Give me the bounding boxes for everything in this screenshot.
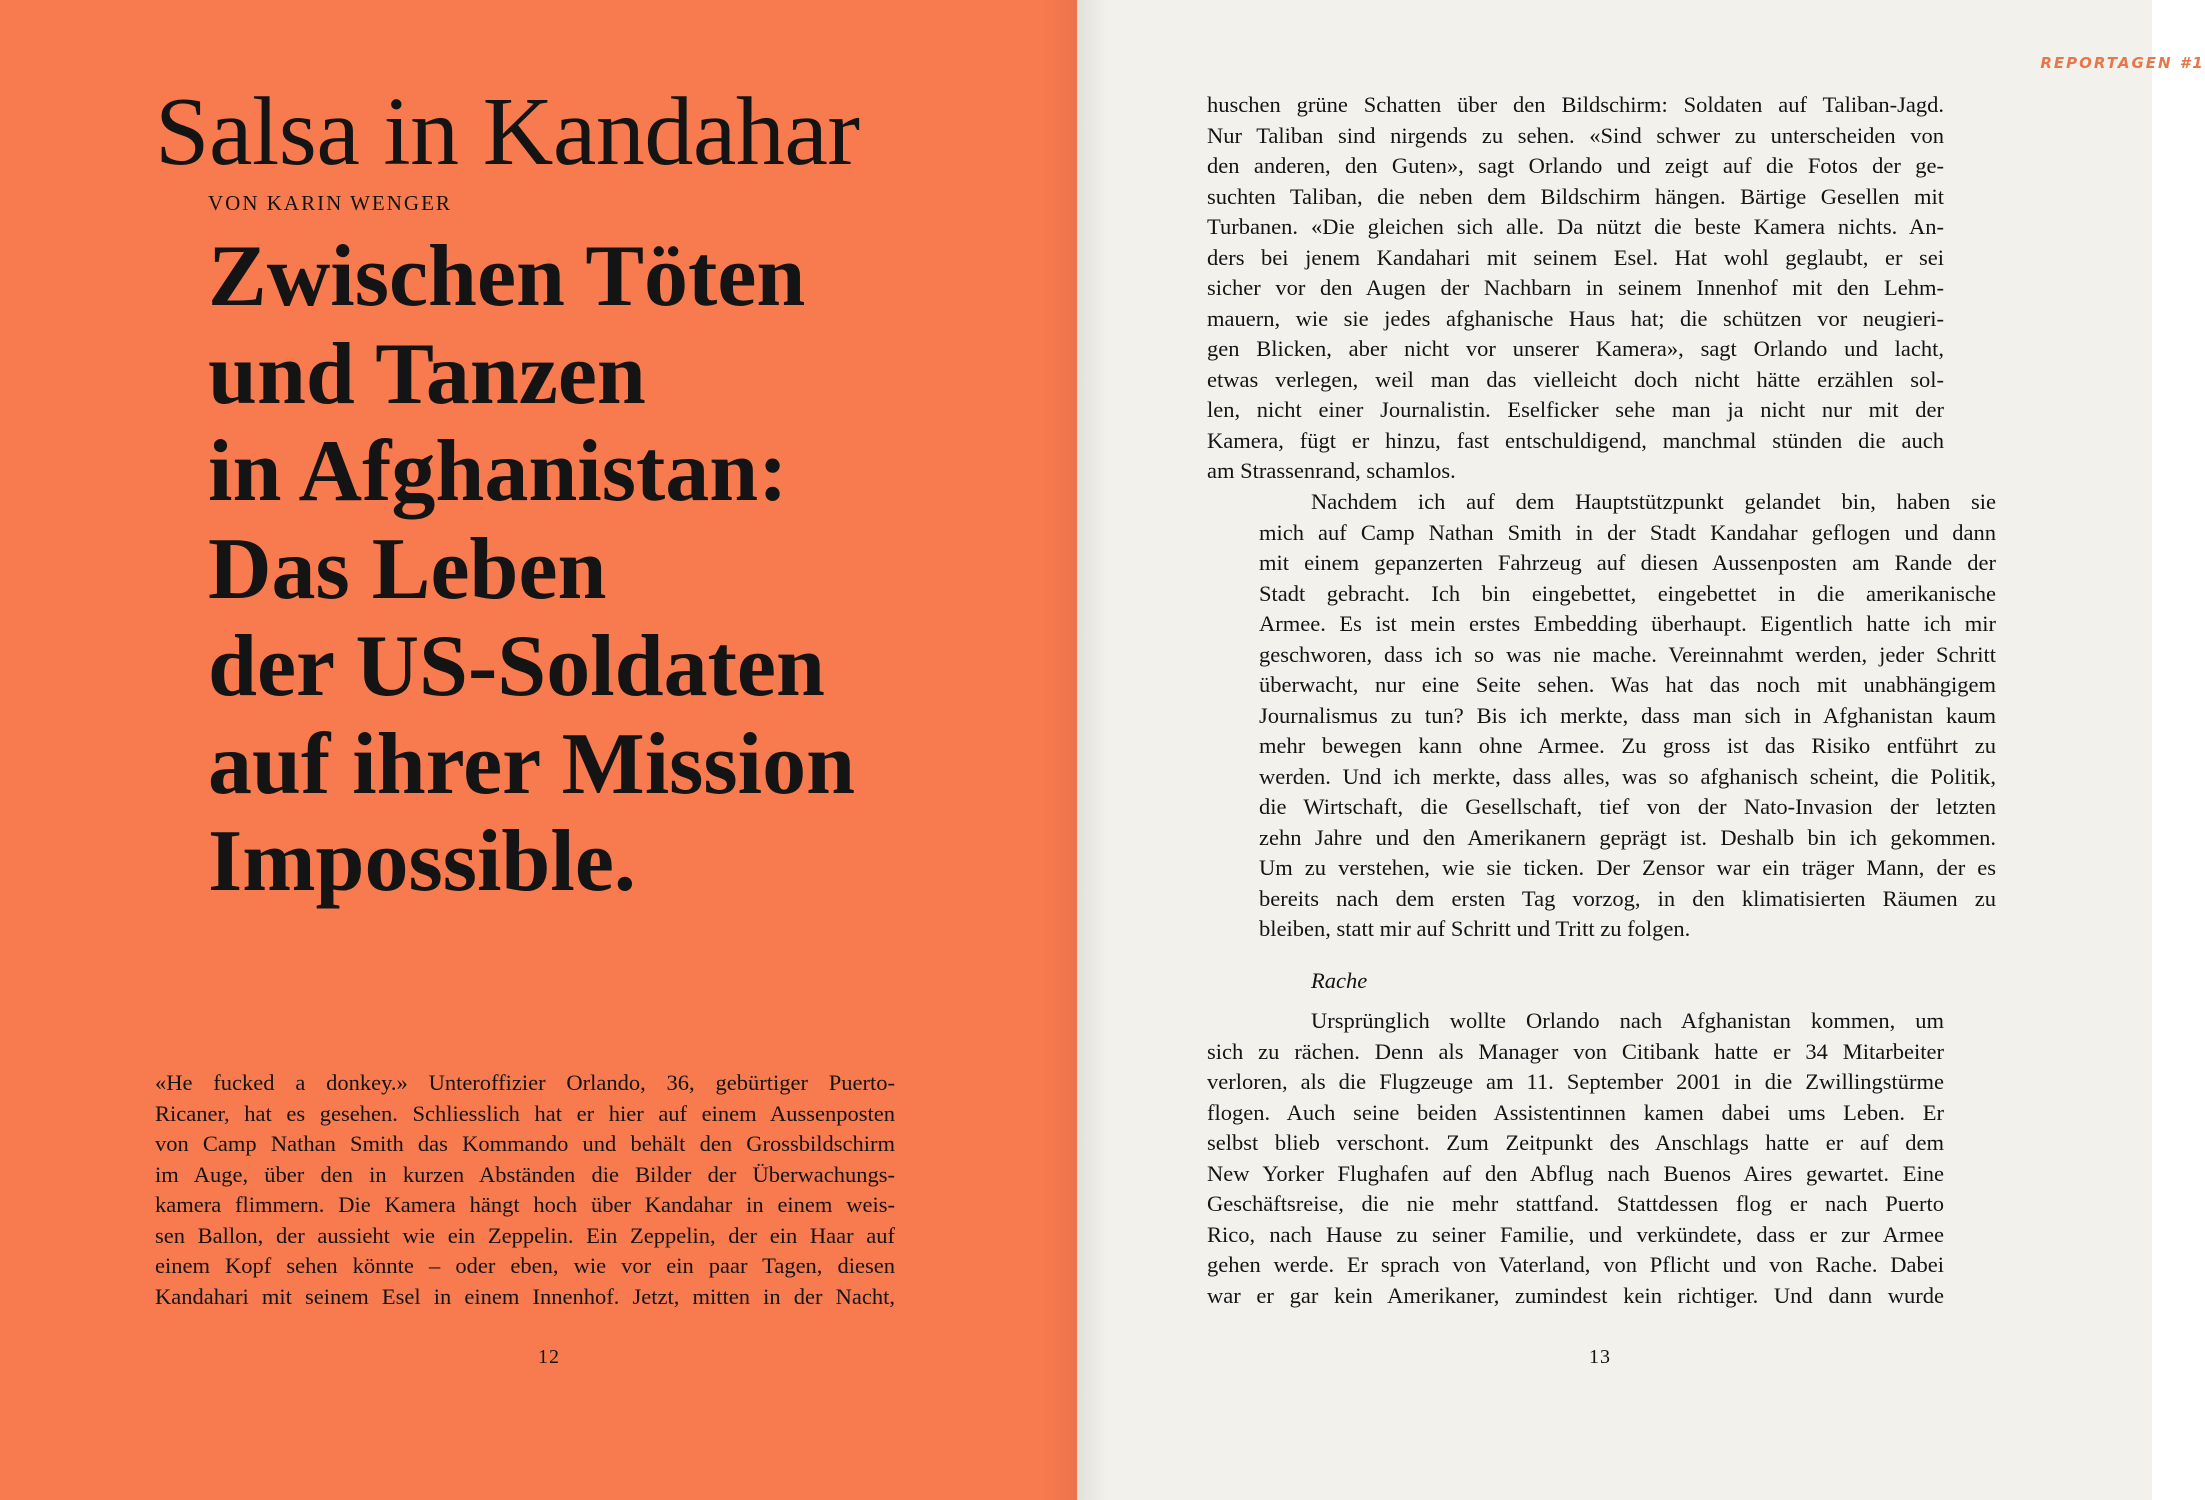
text-line: war er gar kein Amerikaner, zumindest kein richtiger. Und dann wurde	[1207, 1282, 1944, 1308]
subtitle-line: Impossible.	[208, 813, 636, 910]
text-line: sicher vor den Augen der Nachbarn in seinem Innenhof mit den Lehm-	[1207, 275, 1944, 300]
text-line: gen Blicken, aber nicht vor unserer Kamera», sagt Orlando und lacht,	[1207, 336, 1944, 361]
text-line: am Strassenrand, schamlos.	[1207, 458, 1456, 483]
text-line: selbst blieb verschont. Zum Zeitpunkt des Anschlags hatte er auf dem	[1207, 1130, 1944, 1155]
text-line: huschen grüne Schatten über den Bildschirm: Soldaten auf Taliban-Jagd.	[1207, 92, 1944, 117]
text-line: Stadt gebracht. Ich bin eingebettet, eingebettet in die amerikanische	[1259, 580, 1996, 606]
text-line: New Yorker Flughafen auf den Abflug nach Buenos Aires gewartet. Eine	[1207, 1160, 1944, 1186]
text-line: gehen werde. Er sprach von Vaterland, von Pflicht und von Rache. Dabei	[1207, 1252, 1944, 1277]
text-line: Kamera, fügt er hinzu, fast entschuldigend, manchmal stünden die auch	[1207, 427, 1944, 453]
text-line: von Camp Nathan Smith das Kommando und behält den Grossbildschirm	[155, 1131, 895, 1156]
text-line: mit einem gepanzerten Fahrzeug auf diesen Aussenposten am Rande der	[1259, 550, 1996, 575]
subtitle-line: in Afghanistan:	[208, 423, 788, 520]
text-line: Turbanen. «Die gleichen sich alle. Da nützt die beste Kamera nichts. An-	[1207, 214, 1944, 239]
text-line: sich zu rächen. Denn als Manager von Citibank hatte er 34 Mitarbeiter	[1207, 1038, 1944, 1064]
left-body-paragraph	[155, 1068, 895, 1312]
text-line: Nachdem ich auf dem Hauptstützpunkt gelandet bin, haben sie	[1311, 489, 1996, 514]
text-line: mich auf Camp Nathan Smith in der Stadt Kandahar geflogen und dann	[1259, 519, 1996, 545]
left-page	[0, 0, 1077, 1500]
right-page	[1077, 0, 2205, 1500]
text-line: im Auge, über den in kurzen Abständen die Bilder der Überwachungs-	[155, 1161, 895, 1187]
text-line: «He fucked a donkey.» Unteroffizier Orlando, 36, gebürtiger Puerto-	[155, 1070, 895, 1095]
text-line: etwas verlegen, weil man das vielleicht doch nicht hätte erzählen sol-	[1207, 366, 1944, 392]
text-line: Ricaner, hat es gesehen. Schliesslich hat er hier auf einem Aussenposten	[155, 1100, 895, 1126]
right-paragraph-3	[1207, 1006, 1944, 1311]
text-line: geschworen, dass ich so was nie mache. Vereinnahmt werden, jeder Schritt	[1259, 641, 1996, 667]
text-line: Rico, nach Hause zu seiner Familie, und verkündete, dass er zur Armee	[1207, 1221, 1944, 1247]
text-line: flogen. Auch seine beiden Assistentinnen kamen dabei ums Leben. Er	[1207, 1099, 1944, 1125]
article-subtitle	[208, 228, 1058, 911]
text-line: suchten Taliban, die neben dem Bildschirm hängen. Bärtige Gesellen mit	[1207, 183, 1944, 209]
running-head-text: REPORTAGEN #1	[2040, 54, 2205, 72]
subtitle-line: Das Leben	[208, 520, 607, 618]
text-line: Journalismus zu tun? Bis ich merkte, dass man sich in Afghanistan kaum	[1259, 702, 1996, 728]
right-paragraph-1	[1207, 90, 1944, 487]
text-line: Um zu verstehen, wie sie ticken. Der Zensor war ein träger Mann, der es	[1259, 855, 1996, 880]
text-line: sen Ballon, der aussieht wie ein Zeppelin. Ein Zeppelin, der ein Haar auf	[155, 1222, 895, 1248]
author-byline: VON KARIN WENGER	[208, 191, 452, 215]
subtitle-line: der US-Soldaten	[208, 618, 825, 715]
subtitle-line: und Tanzen	[208, 325, 646, 423]
text-line: mauern, wie sie jedes afghanische Haus hat; die schützen vor neugieri-	[1207, 305, 1944, 331]
article-title: Salsa in Kandahar	[155, 78, 860, 186]
text-line: mehr bewegen kann ohne Armee. Zu gross ist das Risiko entführt zu	[1259, 733, 1996, 758]
text-line: verloren, als die Flugzeuge am 11. September 2001 in die Zwillingstürme	[1207, 1069, 1944, 1094]
text-line: werden. Und ich merkte, dass alles, was so afghanisch scheint, die Politik,	[1259, 763, 1996, 789]
right-paragraph-2	[1259, 487, 1996, 945]
subtitle-line: auf ihrer Mission	[208, 715, 856, 813]
text-line: Armee. Es ist mein erstes Embedding überhaupt. Eigentlich hatte ich mir	[1259, 611, 1996, 636]
running-head	[1077, 54, 2205, 72]
text-line: Nur Taliban sind nirgends zu sehen. «Sind schwer zu unterscheiden von	[1207, 122, 1944, 148]
text-line: zehn Jahre und den Amerikanern geprägt ist. Deshalb bin ich gekommen.	[1259, 824, 1996, 850]
text-line: ders bei jenem Kandahari mit seinem Esel. Hat wohl geglaubt, er sei	[1207, 244, 1944, 270]
text-line: kamera flimmern. Die Kamera hängt hoch über Kandahar in einem weis-	[155, 1192, 895, 1217]
text-line: die Wirtschaft, die Gesellschaft, tief von der Nato-Invasion der letzten	[1259, 794, 1996, 819]
text-line: Kandahari mit seinem Esel in einem Innenhof. Jetzt, mitten in der Nacht,	[155, 1283, 895, 1309]
text-line: einem Kopf sehen könnte – oder eben, wie vor ein paar Tagen, diesen	[155, 1253, 895, 1278]
subtitle-line: Zwischen Töten	[208, 228, 806, 325]
text-line: Geschäftsreise, die nie mehr stattfand. Stattdessen flog er nach Puerto	[1207, 1191, 1944, 1216]
text-line: bleiben, statt mir auf Schritt und Tritt zu folgen.	[1259, 916, 1691, 941]
section-subheading: Rache	[1311, 968, 1368, 993]
text-line: überwacht, nur eine Seite sehen. Was hat das noch mit unabhängigem	[1259, 672, 1996, 697]
text-line: den anderen, den Guten», sagt Orlando und zeigt auf die Fotos der ge-	[1207, 153, 1944, 178]
text-line: len, nicht einer Journalistin. Eselficker sehe man ja nicht nur mit der	[1207, 397, 1944, 422]
page-number: 13	[1589, 1346, 1611, 1368]
text-line: bereits nach dem ersten Tag vorzog, in den klimatisierten Räumen zu	[1259, 885, 1996, 911]
text-line: Ursprünglich wollte Orlando nach Afghanistan kommen, um	[1311, 1008, 1944, 1033]
page-number: 12	[538, 1346, 560, 1368]
